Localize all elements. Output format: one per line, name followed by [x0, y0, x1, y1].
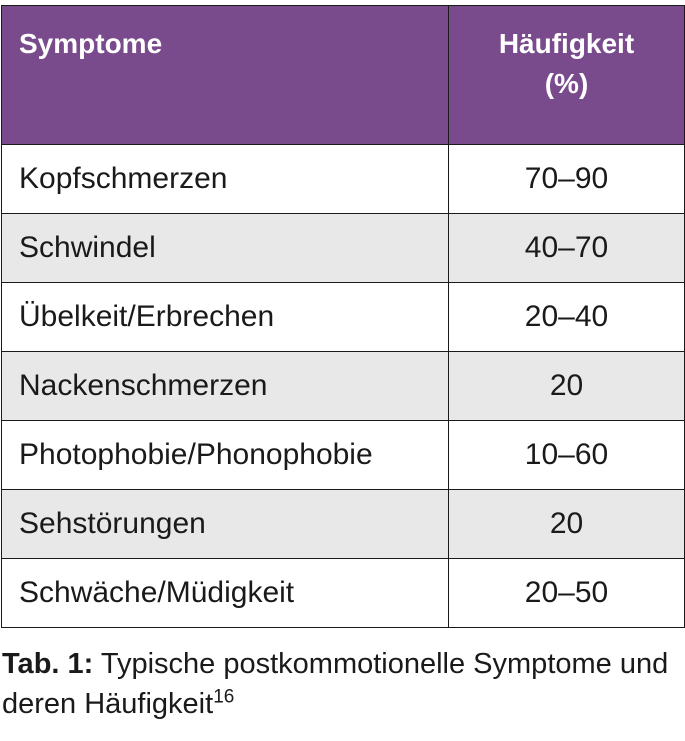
table-row: [2, 283, 685, 352]
table-row: [2, 145, 685, 214]
caption-label: Tab. 1:: [2, 648, 94, 680]
frequency-cell: 70–90: [449, 145, 685, 214]
header-row: [2, 6, 685, 145]
header-frequency-unit: (%): [544, 68, 589, 99]
header-frequency-line1: Häufigkeit: [498, 28, 635, 59]
table-row: [2, 490, 685, 559]
frequency-cell: 20–40: [449, 283, 685, 352]
table-caption: [2, 644, 682, 724]
table-row: [2, 214, 685, 283]
frequency-cell: 20: [449, 352, 685, 421]
header-symptoms: Symptome: [2, 6, 449, 145]
symptoms-table: [1, 5, 685, 628]
symptom-cell: Photophobie/Phonophobie: [2, 421, 449, 490]
frequency-cell: 20–50: [449, 559, 685, 628]
symptom-cell: Sehstörungen: [2, 490, 449, 559]
table-row: [2, 559, 685, 628]
symptom-cell: Schwäche/Müdigkeit: [2, 559, 449, 628]
caption-reference: 16: [213, 686, 235, 708]
table-row: [2, 421, 685, 490]
symptom-cell: Schwindel: [2, 214, 449, 283]
table-body: [2, 145, 685, 628]
symptom-cell: Nackenschmerzen: [2, 352, 449, 421]
frequency-cell: 10–60: [449, 421, 685, 490]
symptom-cell: Kopfschmerzen: [2, 145, 449, 214]
caption-text: Typische postkommotionelle Symptome und deren Häufigkeit: [2, 648, 669, 720]
frequency-cell: 40–70: [449, 214, 685, 283]
table-header: [2, 6, 685, 145]
header-frequency: [449, 6, 685, 145]
table-row: [2, 352, 685, 421]
frequency-cell: 20: [449, 490, 685, 559]
symptom-cell: Übelkeit/Erbrechen: [2, 283, 449, 352]
